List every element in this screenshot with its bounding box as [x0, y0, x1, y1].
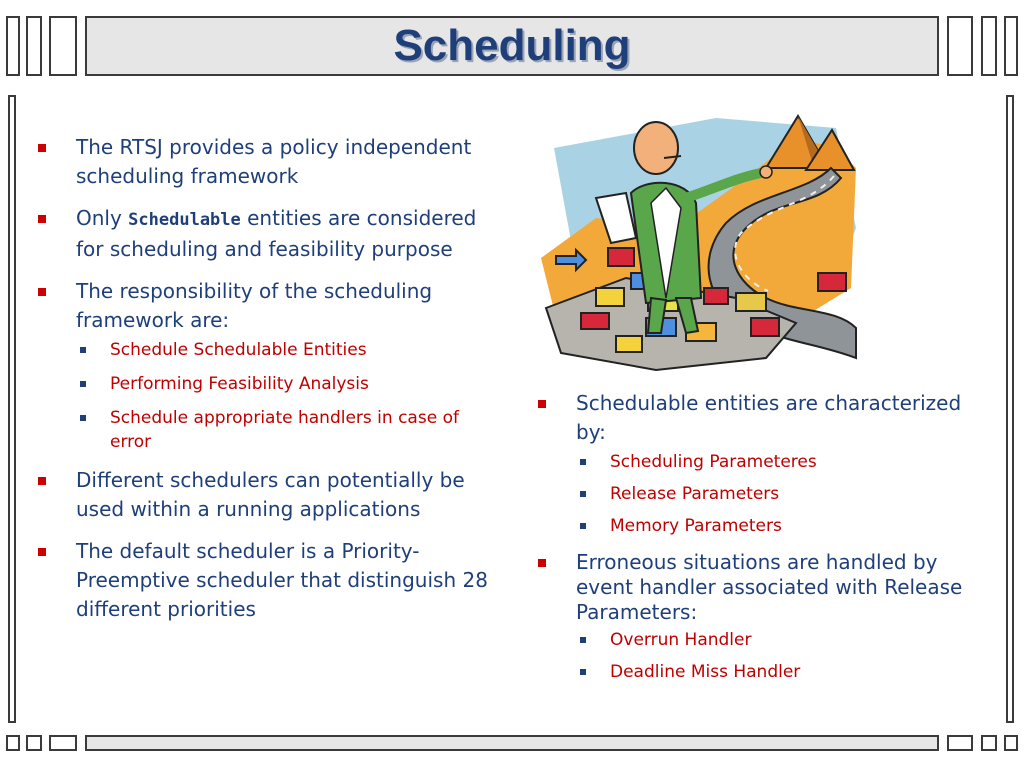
- sub-bullet-text: Overrun Handler: [610, 630, 752, 650]
- bullet-square-icon: [38, 548, 46, 556]
- left-bullet-column: [38, 133, 488, 637]
- sub-bullet-text: Scheduling Parameteres: [610, 452, 817, 472]
- bullet-square-icon: [538, 559, 546, 567]
- frame-top-bar-5: [981, 16, 997, 76]
- frame-top-bar-2: [26, 16, 42, 76]
- sub-bullet-text: Performing Feasibility Analysis: [110, 374, 369, 394]
- handler-sublist: [580, 628, 968, 684]
- sub-bullet: [580, 450, 968, 474]
- responsibility-sublist: [80, 338, 488, 454]
- sub-bullet-square-icon: [580, 669, 586, 675]
- frame-left-side: [8, 95, 16, 723]
- bullet-square-icon: [538, 400, 546, 408]
- bullet-text-post: entities are considered for scheduling and feasibility purpose: [76, 206, 477, 261]
- bullet-text: Erroneous situations are handled by event handler associated with Release Parameters:: [576, 550, 963, 624]
- bullet-rtsj-framework: [38, 133, 488, 191]
- bullet-text: Schedulable entities are characterized by:: [576, 391, 962, 444]
- frame-bottom-bar-2: [26, 735, 42, 751]
- frame-bottom-bar-5: [981, 735, 997, 751]
- bullet-text: The responsibility of the scheduling framework are:: [76, 279, 433, 332]
- bullet-schedulable-characterized: [538, 389, 968, 447]
- sub-bullet: [580, 514, 968, 538]
- sub-bullet-square-icon: [580, 637, 586, 643]
- bullet-responsibility: [38, 277, 488, 335]
- frame-bottom-bar-6: [1004, 735, 1018, 751]
- frame-top-bar-1: [6, 16, 20, 76]
- sub-bullet: [80, 372, 488, 396]
- bullet-square-icon: [38, 215, 46, 223]
- sub-bullet-square-icon: [580, 491, 586, 497]
- bullet-text: The default scheduler is a Priority-Preemptive scheduler that distinguish 28 different priorities: [76, 539, 488, 621]
- sub-bullet: [80, 406, 488, 454]
- sub-bullet: [580, 660, 968, 684]
- bullet-different-schedulers: [38, 466, 488, 524]
- bullet-square-icon: [38, 144, 46, 152]
- code-schedulable: Schedulable: [128, 210, 241, 230]
- sub-bullet-square-icon: [580, 459, 586, 465]
- sub-bullet: [80, 338, 488, 362]
- clipart-image: [536, 108, 866, 376]
- bullet-text: The RTSJ provides a policy independent scheduling framework: [76, 135, 472, 188]
- bullet-text-pre: Only: [76, 206, 129, 230]
- sub-bullet-text: Deadline Miss Handler: [610, 662, 801, 682]
- sub-bullet-text: Schedule appropriate handlers in case of error: [110, 408, 459, 452]
- frame-bottom-bar-3: [49, 735, 77, 751]
- sub-bullet-text: Schedule Schedulable Entities: [110, 340, 367, 360]
- bullet-square-icon: [38, 477, 46, 485]
- frame-bottom-bar-long: [85, 735, 939, 751]
- sub-bullet-square-icon: [580, 523, 586, 529]
- sub-bullet: [580, 628, 968, 652]
- sub-bullet-text: Release Parameters: [610, 484, 780, 504]
- bullet-text: Different schedulers can potentially be used within a running applications: [76, 468, 465, 521]
- title-box: [85, 16, 939, 76]
- sub-bullet-square-icon: [80, 415, 86, 421]
- sub-bullet: [580, 482, 968, 506]
- frame-bottom-bar-1: [6, 735, 20, 751]
- bullet-erroneous-situations: [538, 550, 968, 625]
- frame-bottom-bar-4: [947, 735, 973, 751]
- parameters-sublist: [580, 450, 968, 538]
- slide-title: Scheduling: [393, 21, 631, 70]
- sub-bullet-square-icon: [80, 347, 86, 353]
- bullet-square-icon: [38, 288, 46, 296]
- sub-bullet-square-icon: [80, 381, 86, 387]
- frame-right-side: [1006, 95, 1014, 723]
- frame-top-bar-4: [947, 16, 973, 76]
- sub-bullet-text: Memory Parameters: [610, 516, 782, 536]
- frame-top-bar-3: [49, 16, 77, 76]
- bullet-default-scheduler: [38, 537, 488, 624]
- right-bullet-column: [538, 389, 968, 696]
- frame-top-bar-6: [1004, 16, 1018, 76]
- bullet-schedulable-entities: [38, 204, 488, 264]
